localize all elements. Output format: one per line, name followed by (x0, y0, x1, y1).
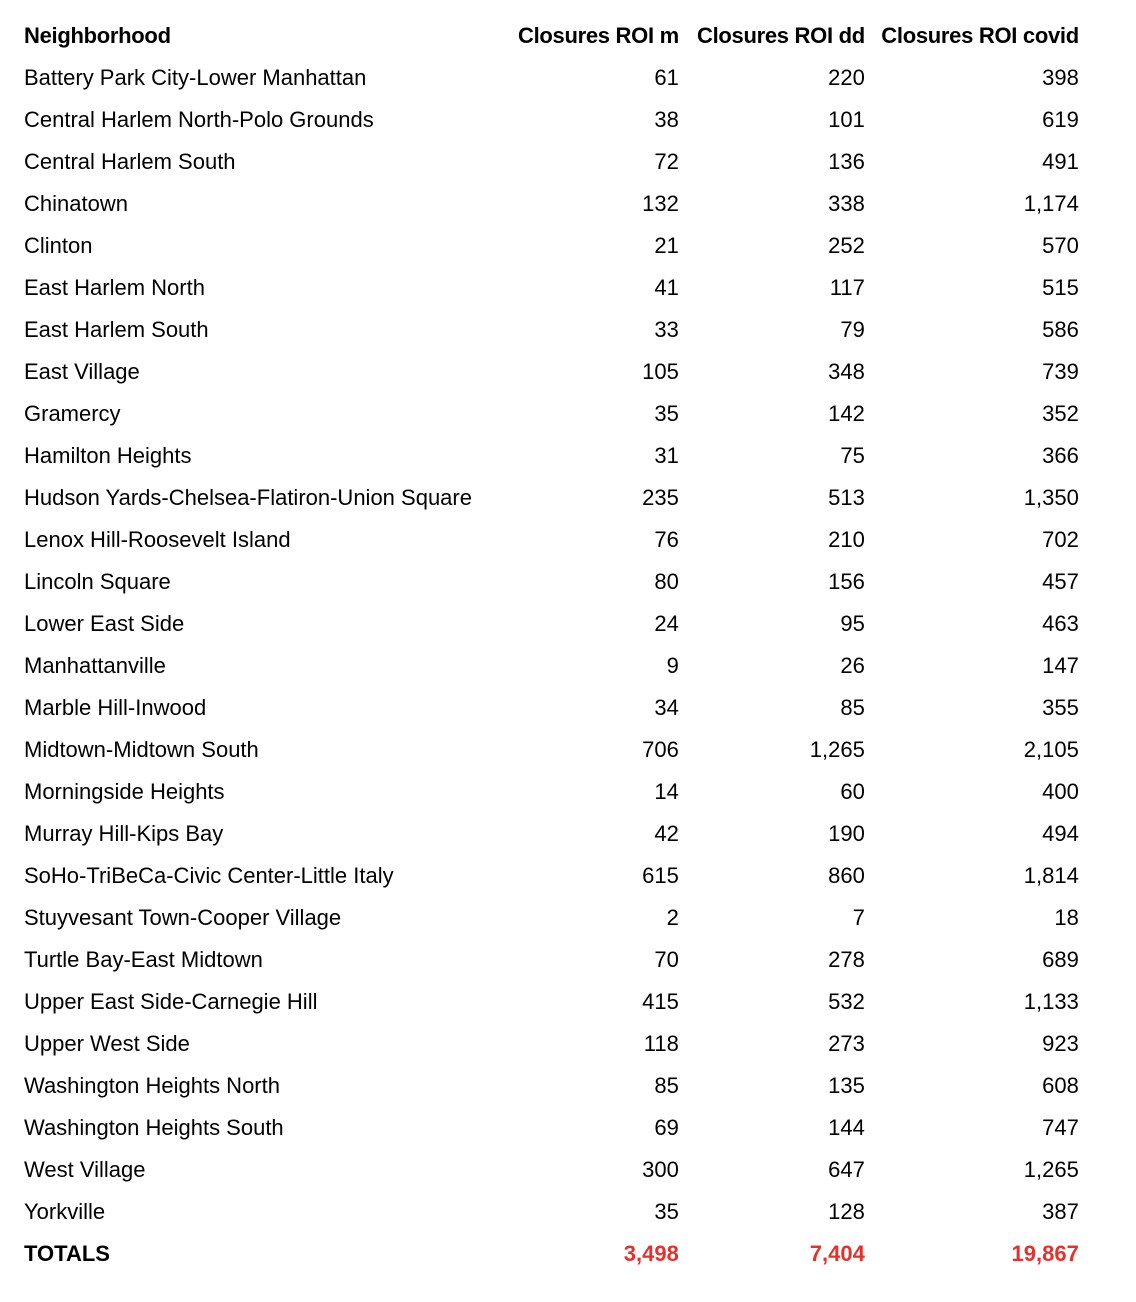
cell-neighborhood: Turtle Bay-East Midtown (24, 947, 263, 972)
table-row (18, 1107, 1085, 1149)
cell-roi-dd: 117 (829, 275, 865, 300)
cell-roi-covid: 689 (1042, 947, 1079, 972)
cell-roi-dd: 135 (828, 1073, 865, 1098)
cell-roi-m: 615 (642, 863, 679, 888)
cell-neighborhood: Manhattanville (24, 653, 166, 678)
cell-roi-covid: 398 (1042, 65, 1079, 90)
cell-neighborhood: West Village (24, 1157, 146, 1182)
cell-roi-covid: 586 (1042, 317, 1079, 342)
cell-neighborhood: East Harlem South (24, 317, 209, 342)
cell-neighborhood: Stuyvesant Town-Cooper Village (24, 905, 342, 930)
cell-roi-m: 41 (654, 275, 679, 300)
cell-roi-dd: 95 (840, 611, 865, 636)
cell-neighborhood: Central Harlem North-Polo Grounds (24, 107, 374, 132)
table-row (18, 519, 1085, 561)
cell-roi-dd: 647 (828, 1157, 865, 1182)
table-row (18, 393, 1085, 435)
cell-roi-dd: 60 (840, 779, 865, 804)
cell-roi-dd: 75 (840, 443, 865, 468)
cell-roi-m: 76 (654, 527, 679, 552)
table-row (18, 897, 1085, 939)
table-row (18, 771, 1085, 813)
table-row (18, 477, 1085, 519)
cell-neighborhood: Gramercy (24, 401, 121, 426)
table-row (18, 1065, 1085, 1107)
table-row (18, 981, 1085, 1023)
cell-roi-covid: 608 (1042, 1073, 1079, 1098)
cell-neighborhood: Central Harlem South (24, 149, 236, 174)
closures-table (18, 15, 1085, 1275)
cell-neighborhood: Murray Hill-Kips Bay (24, 821, 224, 846)
table-row (18, 1023, 1085, 1065)
cell-roi-m: 31 (654, 443, 679, 468)
cell-neighborhood: Yorkville (24, 1199, 106, 1224)
cell-roi-dd: 338 (828, 191, 865, 216)
table-row (18, 141, 1085, 183)
table-row (18, 267, 1085, 309)
cell-neighborhood: Midtown-Midtown South (24, 737, 259, 762)
cell-roi-dd: 278 (828, 947, 865, 972)
cell-roi-m: 85 (654, 1073, 679, 1098)
table-row (18, 561, 1085, 603)
table-row (18, 855, 1085, 897)
cell-roi-covid: 463 (1042, 611, 1079, 636)
cell-roi-dd: 142 (828, 401, 865, 426)
cell-roi-dd: 144 (828, 1115, 865, 1140)
cell-neighborhood: Hudson Yards-Chelsea-Flatiron-Union Square (24, 485, 472, 510)
cell-roi-covid: 619 (1042, 107, 1079, 132)
cell-roi-m: 35 (654, 1199, 679, 1224)
column-header-roi-covid: Closures ROI covid (881, 23, 1079, 48)
cell-roi-m: 235 (642, 485, 679, 510)
cell-roi-covid: 702 (1042, 527, 1079, 552)
cell-roi-m: 42 (654, 821, 679, 846)
cell-neighborhood: Morningside Heights (24, 779, 225, 804)
cell-roi-m: 35 (654, 401, 679, 426)
cell-neighborhood: Clinton (24, 233, 93, 258)
cell-roi-covid: 355 (1042, 695, 1079, 720)
header-row (18, 15, 1085, 57)
cell-roi-dd: 128 (828, 1199, 865, 1224)
cell-neighborhood: East Harlem North (24, 275, 205, 300)
table-row (18, 351, 1085, 393)
cell-roi-m: 24 (654, 611, 679, 636)
cell-neighborhood: Lincoln Square (24, 569, 171, 594)
cell-roi-dd: 190 (828, 821, 865, 846)
cell-roi-dd: 26 (840, 653, 865, 678)
cell-roi-m: 132 (642, 191, 679, 216)
cell-roi-covid: 387 (1042, 1199, 1079, 1224)
table-row (18, 99, 1085, 141)
table-row (18, 939, 1085, 981)
totals-roi-covid: 19,867 (1011, 1241, 1079, 1266)
cell-roi-covid: 2,105 (1023, 737, 1079, 762)
cell-roi-dd: 1,265 (809, 737, 865, 762)
cell-roi-covid: 923 (1042, 1031, 1079, 1056)
cell-roi-m: 34 (654, 695, 679, 720)
cell-neighborhood: Washington Heights South (24, 1115, 284, 1140)
table-row (18, 687, 1085, 729)
cell-roi-dd: 79 (840, 317, 865, 342)
cell-neighborhood: Upper West Side (24, 1031, 190, 1056)
table-row (18, 57, 1085, 99)
table-row (18, 309, 1085, 351)
column-header-roi-dd: Closures ROI dd (696, 23, 865, 48)
cell-roi-m: 72 (654, 149, 679, 174)
cell-roi-covid: 1,174 (1023, 191, 1079, 216)
table-row (18, 225, 1085, 267)
cell-neighborhood: SoHo-TriBeCa-Civic Center-Little Italy (24, 863, 394, 888)
cell-roi-m: 80 (654, 569, 679, 594)
totals-row (18, 1233, 1085, 1275)
cell-neighborhood: East Village (24, 359, 140, 384)
cell-roi-m: 300 (642, 1157, 679, 1182)
cell-roi-covid: 1,265 (1023, 1157, 1079, 1182)
cell-roi-dd: 348 (828, 359, 865, 384)
cell-roi-covid: 352 (1042, 401, 1079, 426)
cell-neighborhood: Hamilton Heights (24, 443, 192, 468)
cell-roi-m: 14 (654, 779, 679, 804)
cell-roi-m: 105 (642, 359, 679, 384)
table-row (18, 813, 1085, 855)
cell-roi-dd: 156 (828, 569, 865, 594)
cell-roi-m: 70 (654, 947, 679, 972)
cell-roi-covid: 515 (1042, 275, 1079, 300)
cell-roi-dd: 101 (828, 107, 865, 132)
column-header-neighborhood: Neighborhood (24, 23, 171, 48)
cell-roi-covid: 747 (1042, 1115, 1079, 1140)
cell-roi-covid: 739 (1042, 359, 1079, 384)
cell-roi-m: 415 (642, 989, 679, 1014)
cell-roi-dd: 860 (828, 863, 865, 888)
cell-roi-covid: 570 (1042, 233, 1079, 258)
cell-roi-m: 21 (654, 233, 679, 258)
cell-roi-covid: 147 (1042, 653, 1079, 678)
cell-roi-dd: 210 (828, 527, 865, 552)
cell-roi-dd: 85 (840, 695, 865, 720)
cell-roi-covid: 1,350 (1023, 485, 1079, 510)
table-row (18, 603, 1085, 645)
cell-neighborhood: Upper East Side-Carnegie Hill (24, 989, 318, 1014)
table-row (18, 645, 1085, 687)
totals-roi-m: 3,498 (623, 1241, 679, 1266)
cell-roi-m: 706 (642, 737, 679, 762)
cell-roi-m: 9 (666, 653, 679, 678)
cell-roi-dd: 513 (828, 485, 865, 510)
cell-roi-m: 69 (654, 1115, 679, 1140)
column-header-roi-m: Closures ROI m (518, 23, 679, 48)
cell-roi-covid: 491 (1042, 149, 1079, 174)
cell-roi-covid: 1,133 (1023, 989, 1079, 1014)
cell-roi-dd: 252 (828, 233, 865, 258)
table-body (18, 57, 1085, 1233)
cell-roi-m: 118 (643, 1031, 679, 1056)
table-row (18, 183, 1085, 225)
cell-roi-dd: 220 (828, 65, 865, 90)
cell-roi-dd: 273 (828, 1031, 865, 1056)
cell-roi-dd: 136 (828, 149, 865, 174)
cell-neighborhood: Chinatown (24, 191, 128, 216)
cell-roi-m: 33 (654, 317, 679, 342)
cell-roi-covid: 494 (1042, 821, 1079, 846)
table-row (18, 1191, 1085, 1233)
cell-neighborhood: Marble Hill-Inwood (24, 695, 207, 720)
cell-roi-covid: 18 (1054, 905, 1079, 930)
cell-roi-m: 38 (654, 107, 679, 132)
cell-neighborhood: Battery Park City-Lower Manhattan (24, 65, 367, 90)
cell-roi-m: 2 (666, 905, 679, 930)
table-row (18, 435, 1085, 477)
cell-roi-covid: 457 (1042, 569, 1079, 594)
cell-roi-covid: 366 (1042, 443, 1079, 468)
cell-neighborhood: Washington Heights North (24, 1073, 280, 1098)
cell-roi-covid: 1,814 (1023, 863, 1079, 888)
table-row (18, 1149, 1085, 1191)
cell-neighborhood: Lenox Hill-Roosevelt Island (24, 527, 291, 552)
totals-roi-dd: 7,404 (809, 1241, 865, 1266)
cell-roi-m: 61 (654, 65, 679, 90)
table-row (18, 729, 1085, 771)
cell-roi-dd: 7 (852, 905, 865, 930)
cell-neighborhood: Lower East Side (24, 611, 185, 636)
cell-roi-covid: 400 (1042, 779, 1079, 804)
cell-roi-dd: 532 (828, 989, 865, 1014)
totals-label: TOTALS (24, 1241, 110, 1266)
